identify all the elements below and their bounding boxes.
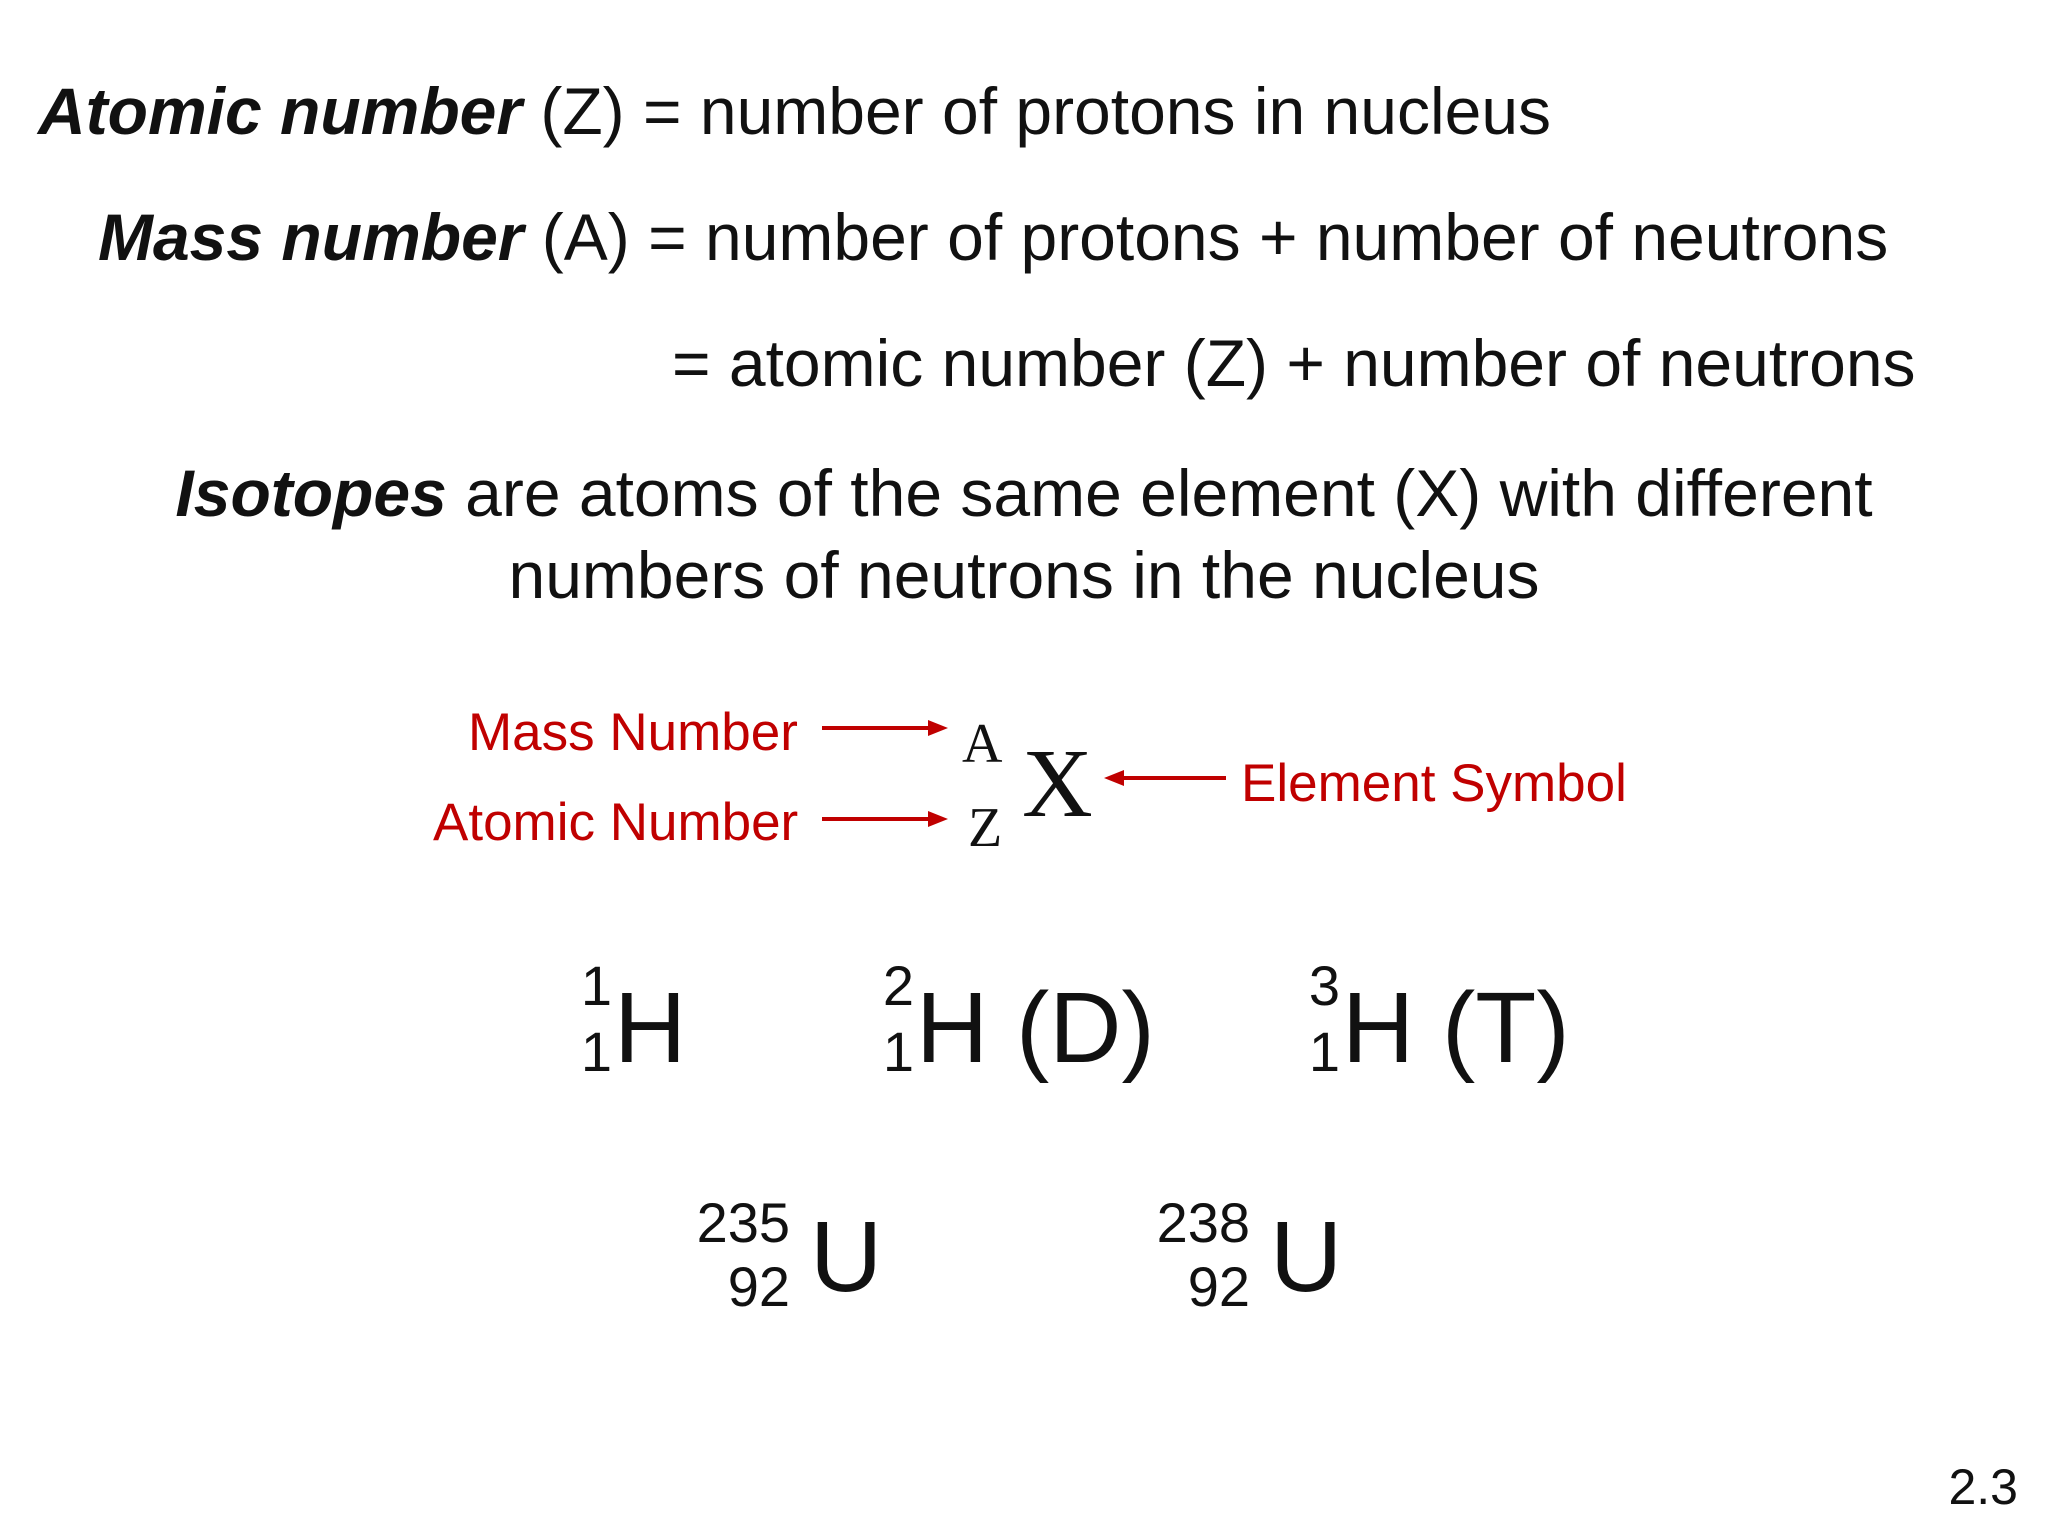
isotope-symbol: U [1270, 1201, 1343, 1313]
atomic-number-label: Atomic Number [433, 793, 799, 852]
isotope-atomic-number: 1 [882, 1020, 914, 1083]
page-number: 2.3 [1948, 1459, 2018, 1515]
isotope-atomic-number: 1 [1308, 1020, 1340, 1083]
isotopes-text: are atoms of the same element (X) with different [446, 456, 1873, 530]
element-symbol-label: Element Symbol [1241, 754, 1627, 813]
atomic-number-symbol: Z [968, 797, 1003, 859]
mass-number-definition-line2: = atomic number (Z) + number of neutrons [672, 326, 1916, 400]
mass-number-label: Mass Number [468, 703, 798, 762]
isotope-mass-number: 3 [1308, 954, 1340, 1017]
atomic-number-arrowhead [928, 811, 948, 827]
isotopes-term: Isotopes [175, 456, 447, 530]
element-symbol: X [1022, 730, 1093, 838]
isotope-atomic-number: 1 [580, 1020, 612, 1083]
isotope-symbol: H [614, 972, 687, 1084]
isotope-mass-number: 235 [696, 1191, 790, 1254]
mass-number-text: (A) = number of protons + number of neutrons [523, 200, 1889, 274]
isotope-mass-number: 2 [882, 954, 914, 1017]
atomic-number-term: Atomic number [38, 74, 523, 148]
isotopes-definition-line2: numbers of neutrons in the nucleus [508, 538, 1540, 612]
element-symbol-arrowhead [1104, 770, 1124, 786]
isotope-symbol: U [810, 1201, 883, 1313]
mass-number-symbol: A [962, 713, 1003, 775]
isotope-mass-number: 238 [1156, 1191, 1250, 1254]
isotope-mass-number: 1 [580, 954, 612, 1017]
isotope-symbol: H (T) [1342, 972, 1570, 1084]
mass-number-term: Mass number [98, 200, 524, 274]
isotope-symbol: H (D) [916, 972, 1155, 1084]
atomic-number-text: (Z) = number of protons in nucleus [522, 74, 1552, 148]
isotope-atomic-number: 92 [1187, 1255, 1250, 1318]
isotope-atomic-number: 92 [727, 1255, 790, 1318]
mass-number-arrowhead [928, 720, 948, 736]
